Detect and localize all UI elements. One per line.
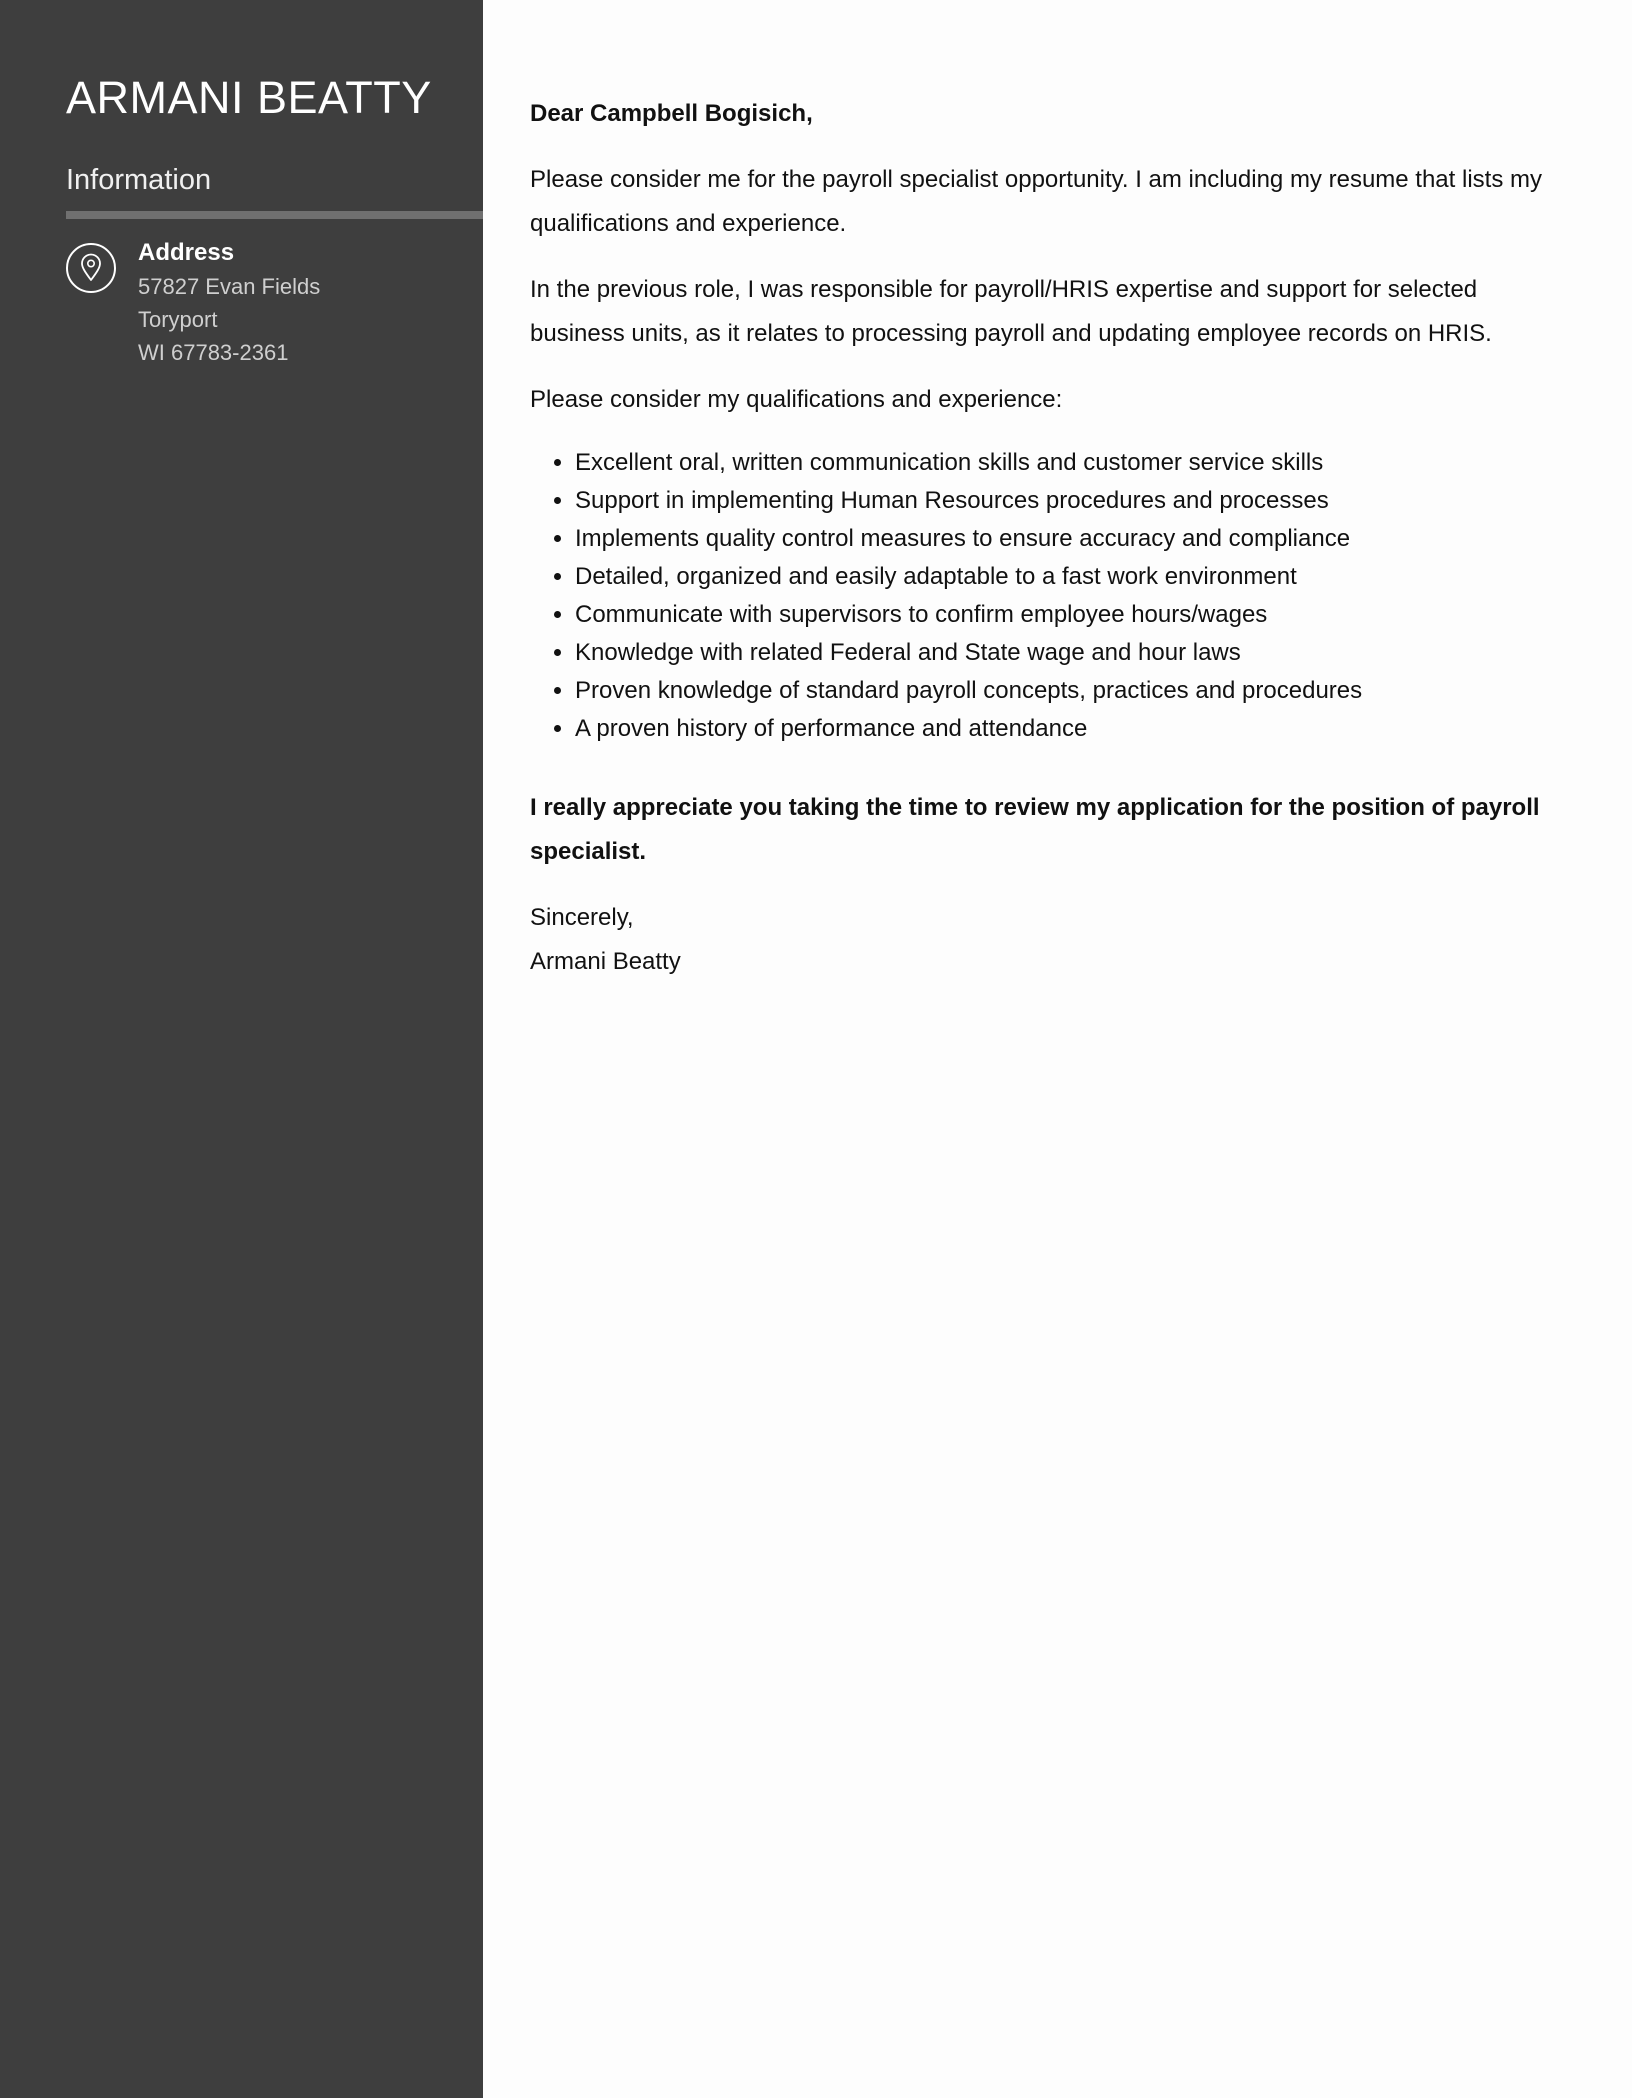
list-item: • Support in implementing Human Resources procedures and processes: [575, 482, 1560, 520]
list-item: • Knowledge with related Federal and State wage and hour laws: [575, 634, 1560, 672]
letter-body: [530, 92, 1560, 984]
location-pin-icon: [65, 242, 117, 294]
paragraph-previous-role: In the previous role, I was responsible for payroll/HRIS expertise and support for selected business units, as it relates to processing payroll and updating employee records on HRIS.: [530, 276, 1492, 347]
list-item: • Communicate with supervisors to confirm employee hours/wages: [575, 596, 1560, 634]
signoff: Sincerely,: [530, 904, 634, 931]
address-block: [138, 236, 320, 369]
list-item: • Proven knowledge of standard payroll concepts, practices and procedures: [575, 672, 1560, 710]
list-item: • Excellent oral, written communication skills and customer service skills: [575, 444, 1560, 482]
paragraph-intro: Please consider me for the payroll specialist opportunity. I am including my resume that lists my qualifications and experience.: [530, 166, 1542, 237]
address-label: Address: [138, 239, 235, 266]
information-heading: Information: [66, 164, 212, 196]
address-street: 57827 Evan Fields: [138, 274, 321, 299]
salutation: Dear Campbell Bogisich,: [530, 100, 813, 127]
paragraph-qualifications-lead: Please consider my qualifications and experience:: [530, 386, 1063, 413]
qualifications-list: [530, 444, 1560, 748]
list-item: • A proven history of performance and attendance: [575, 710, 1560, 748]
signature-name: Armani Beatty: [530, 948, 681, 975]
section-divider: [66, 211, 483, 219]
address-state-zip: WI 67783-2361: [138, 340, 289, 365]
closing-paragraph: I really appreciate you taking the time to review my application for the position of payroll specialist.: [530, 794, 1540, 865]
address-city: Toryport: [138, 307, 218, 332]
list-item: • Detailed, organized and easily adaptable to a fast work environment: [575, 558, 1560, 596]
list-item: • Implements quality control measures to ensure accuracy and compliance: [575, 520, 1560, 558]
sidebar: [0, 0, 483, 2098]
applicant-name: ARMANI BEATTY: [66, 72, 432, 123]
